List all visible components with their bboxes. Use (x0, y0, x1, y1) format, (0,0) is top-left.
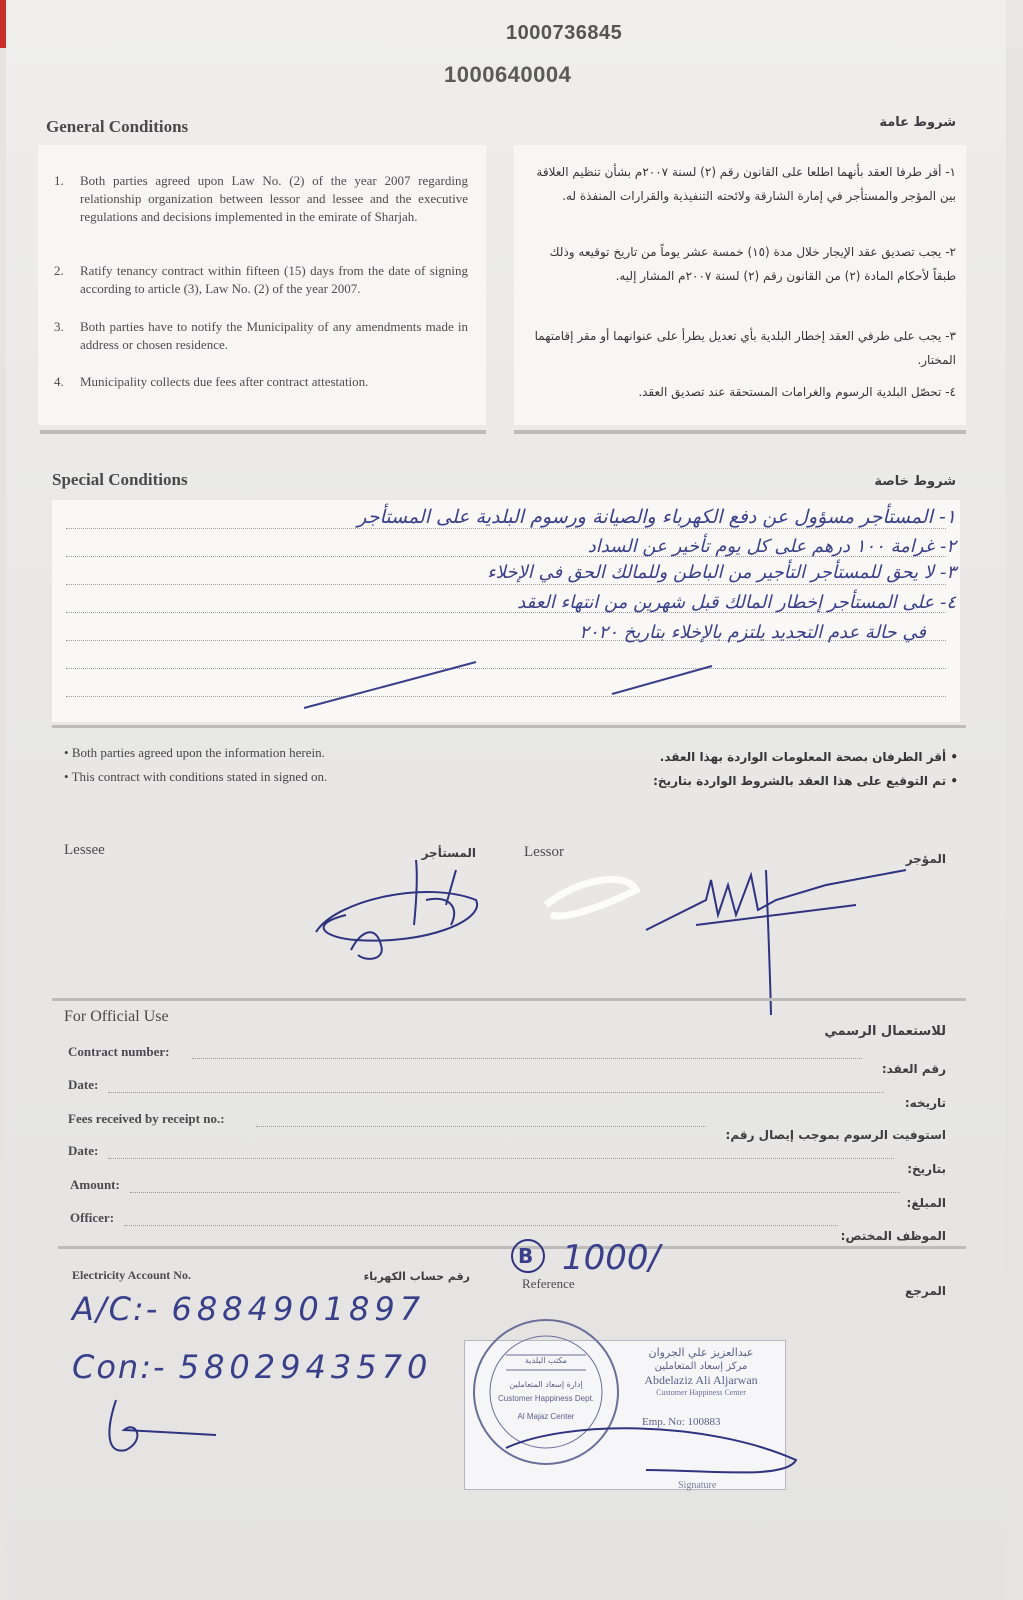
reference-label-ar: المرجع (905, 1284, 946, 1298)
amount-label: Amount: (70, 1177, 120, 1192)
general-conditions-title-ar: شروط عامة (879, 115, 956, 130)
special-conditions-title-ar: شروط خاصة (874, 474, 956, 489)
stamp-center-ar: مركز إسعاد المتعاملين (654, 1361, 748, 1372)
reference-number-main: 1000640004 (444, 62, 572, 87)
date-label-ar: تاريخه: (904, 1096, 946, 1110)
note-ar-2: • تم التوقيع على هذا العقد بالشروط الواردة بتاريخ: (653, 774, 958, 788)
lessee-label: Lessee (64, 842, 105, 858)
reference-handwritten: 1000/ (562, 1238, 660, 1278)
general-condition-4: 4. Municipality collects due fees after contract attestation. (54, 374, 369, 389)
fees-receipt-label: Fees received by receipt no.: (68, 1111, 225, 1126)
note-en-2: • This contract with conditions stated in signed on. (64, 769, 328, 784)
seal-text-3: Customer Happiness Dept. (497, 1394, 595, 1403)
seal-text-2: إدارة إسعاد المتعاملين (509, 1380, 583, 1389)
electricity-account-label-ar: رقم حساب الكهرباء (363, 1270, 470, 1283)
amount-label-ar: المبلغ: (906, 1196, 946, 1210)
account-line: A/C:- 6884901897 (72, 1290, 426, 1328)
contract-line: Con:- 5802943570 (72, 1348, 433, 1386)
stamp-name-en: Abdelaziz Ali Aljarwan (644, 1373, 758, 1387)
handwritten-condition-3: ٣- لا يحق للمستأجر التأجير من الباطن وللمالك الحق في الإخلاء (487, 562, 956, 583)
seal-outer-ring (474, 1320, 618, 1464)
handwritten-condition-4: ٤- على المستأجر إخطار المالك قبل شهرين من انتهاء العقد (517, 592, 956, 613)
official-use-title-ar: للاستعمال الرسمي (824, 1024, 946, 1039)
general-condition-1: 1. Both parties agreed upon Law No. (2) of the year 2007 regarding relationship organization between lessor and lessee and the executive regulations and decisions implemented in the emirate of Sharjah. (54, 173, 468, 224)
note-ar-1: • أقر الطرفان بصحة المعلومات الواردة بهذا العقد. (659, 750, 958, 764)
stamp-center-en: Customer Happiness Center (656, 1388, 746, 1397)
general-condition-ar-3: ٣- يجب على طرفي العقد إخطار البلدية بأي تعديل يطرأ على عنوانهما أو مقر إقامتهما المختار. (534, 329, 956, 367)
electricity-account-label: Electricity Account No. (72, 1268, 191, 1282)
seal-text-1: مكتب البلدية (525, 1356, 567, 1365)
officer-signature (506, 1428, 796, 1472)
receipt-date-label-ar: بتاريخ: (907, 1162, 946, 1176)
general-condition-ar-4: ٤- تحصّل البلدية الرسوم والغرامات المستحقة عند تصديق العقد. (638, 385, 956, 399)
reference-label: Reference (522, 1276, 575, 1291)
seal-inner-ring (490, 1336, 602, 1448)
general-condition-3: 3. Both parties have to notify the Municipality of any amendments made in address or chosen residence. (54, 319, 468, 352)
lessee-label-ar: المستأجر (421, 846, 476, 860)
contract-number-label-ar: رقم العقد: (881, 1062, 946, 1076)
general-condition-ar-2: ٢- يجب تصديق عقد الإيجار خلال مدة (١٥) خمسة عشر يوماً من تاريخ توقيعه وذلك طبقاً لأحكام المادة (٢) من القانون رقم (٢) لسنة ٢٠٠٧م المشار إليه. (549, 245, 956, 283)
official-use-title: For Official Use (64, 1008, 169, 1025)
general-conditions-title: General Conditions (46, 117, 189, 136)
lessor-label-ar: المؤجر (905, 852, 946, 866)
handwritten-condition-2: ٢- غرامة ١٠٠ درهم على كل يوم تأخير عن السداد (587, 536, 956, 557)
officer-label: Officer: (70, 1210, 115, 1225)
note-en-1: • Both parties agreed upon the information herein. (64, 745, 325, 760)
handwritten-condition-5: في حالة عدم التجديد يلتزم بالإخلاء بتاريخ ٢٠٢٠ (579, 622, 926, 643)
stamp-signature-label: Signature (678, 1480, 717, 1491)
reference-b: B (518, 1244, 534, 1268)
fees-receipt-label-ar: استوفيت الرسوم بموجب إيصال رقم: (725, 1128, 946, 1142)
receipt-date-label: Date: (68, 1143, 99, 1158)
stamp-name-ar: عبدالعزيز علي الجروان (648, 1346, 754, 1359)
general-condition-ar-1: ١- أقر طرفا العقد بأنهما اطلعا على القانون رقم (٢) لسنة ٢٠٠٧م بشأن تنظيم العلاقة بين المؤجر والمستأجر في إمارة الشارقة ولائحته التنفيذية والقرارات المنفذة له. (536, 165, 956, 203)
general-condition-2: 2. Ratify tenancy contract within fifteen (15) days from the date of signing according to article (3), Law No. (2) of the year 2007. (54, 263, 468, 296)
lessor-label: Lessor (524, 844, 564, 860)
handwritten-condition-1: ١- المستأجر مسؤول عن دفع الكهرباء والصيانة ورسوم البلدية على المستأجر (357, 506, 956, 528)
date-label: Date: (68, 1077, 99, 1092)
contract-number-label: Contract number: (68, 1044, 170, 1059)
officer-label-ar: الموظف المختص: (840, 1229, 946, 1243)
special-conditions-title: Special Conditions (52, 470, 188, 489)
contract-page (6, 0, 1006, 1600)
reference-number-top: 1000736845 (506, 22, 623, 44)
seal-text-4: Al Majaz Center (517, 1412, 575, 1421)
stamp-employee-number: Emp. No: 100883 (642, 1416, 721, 1428)
